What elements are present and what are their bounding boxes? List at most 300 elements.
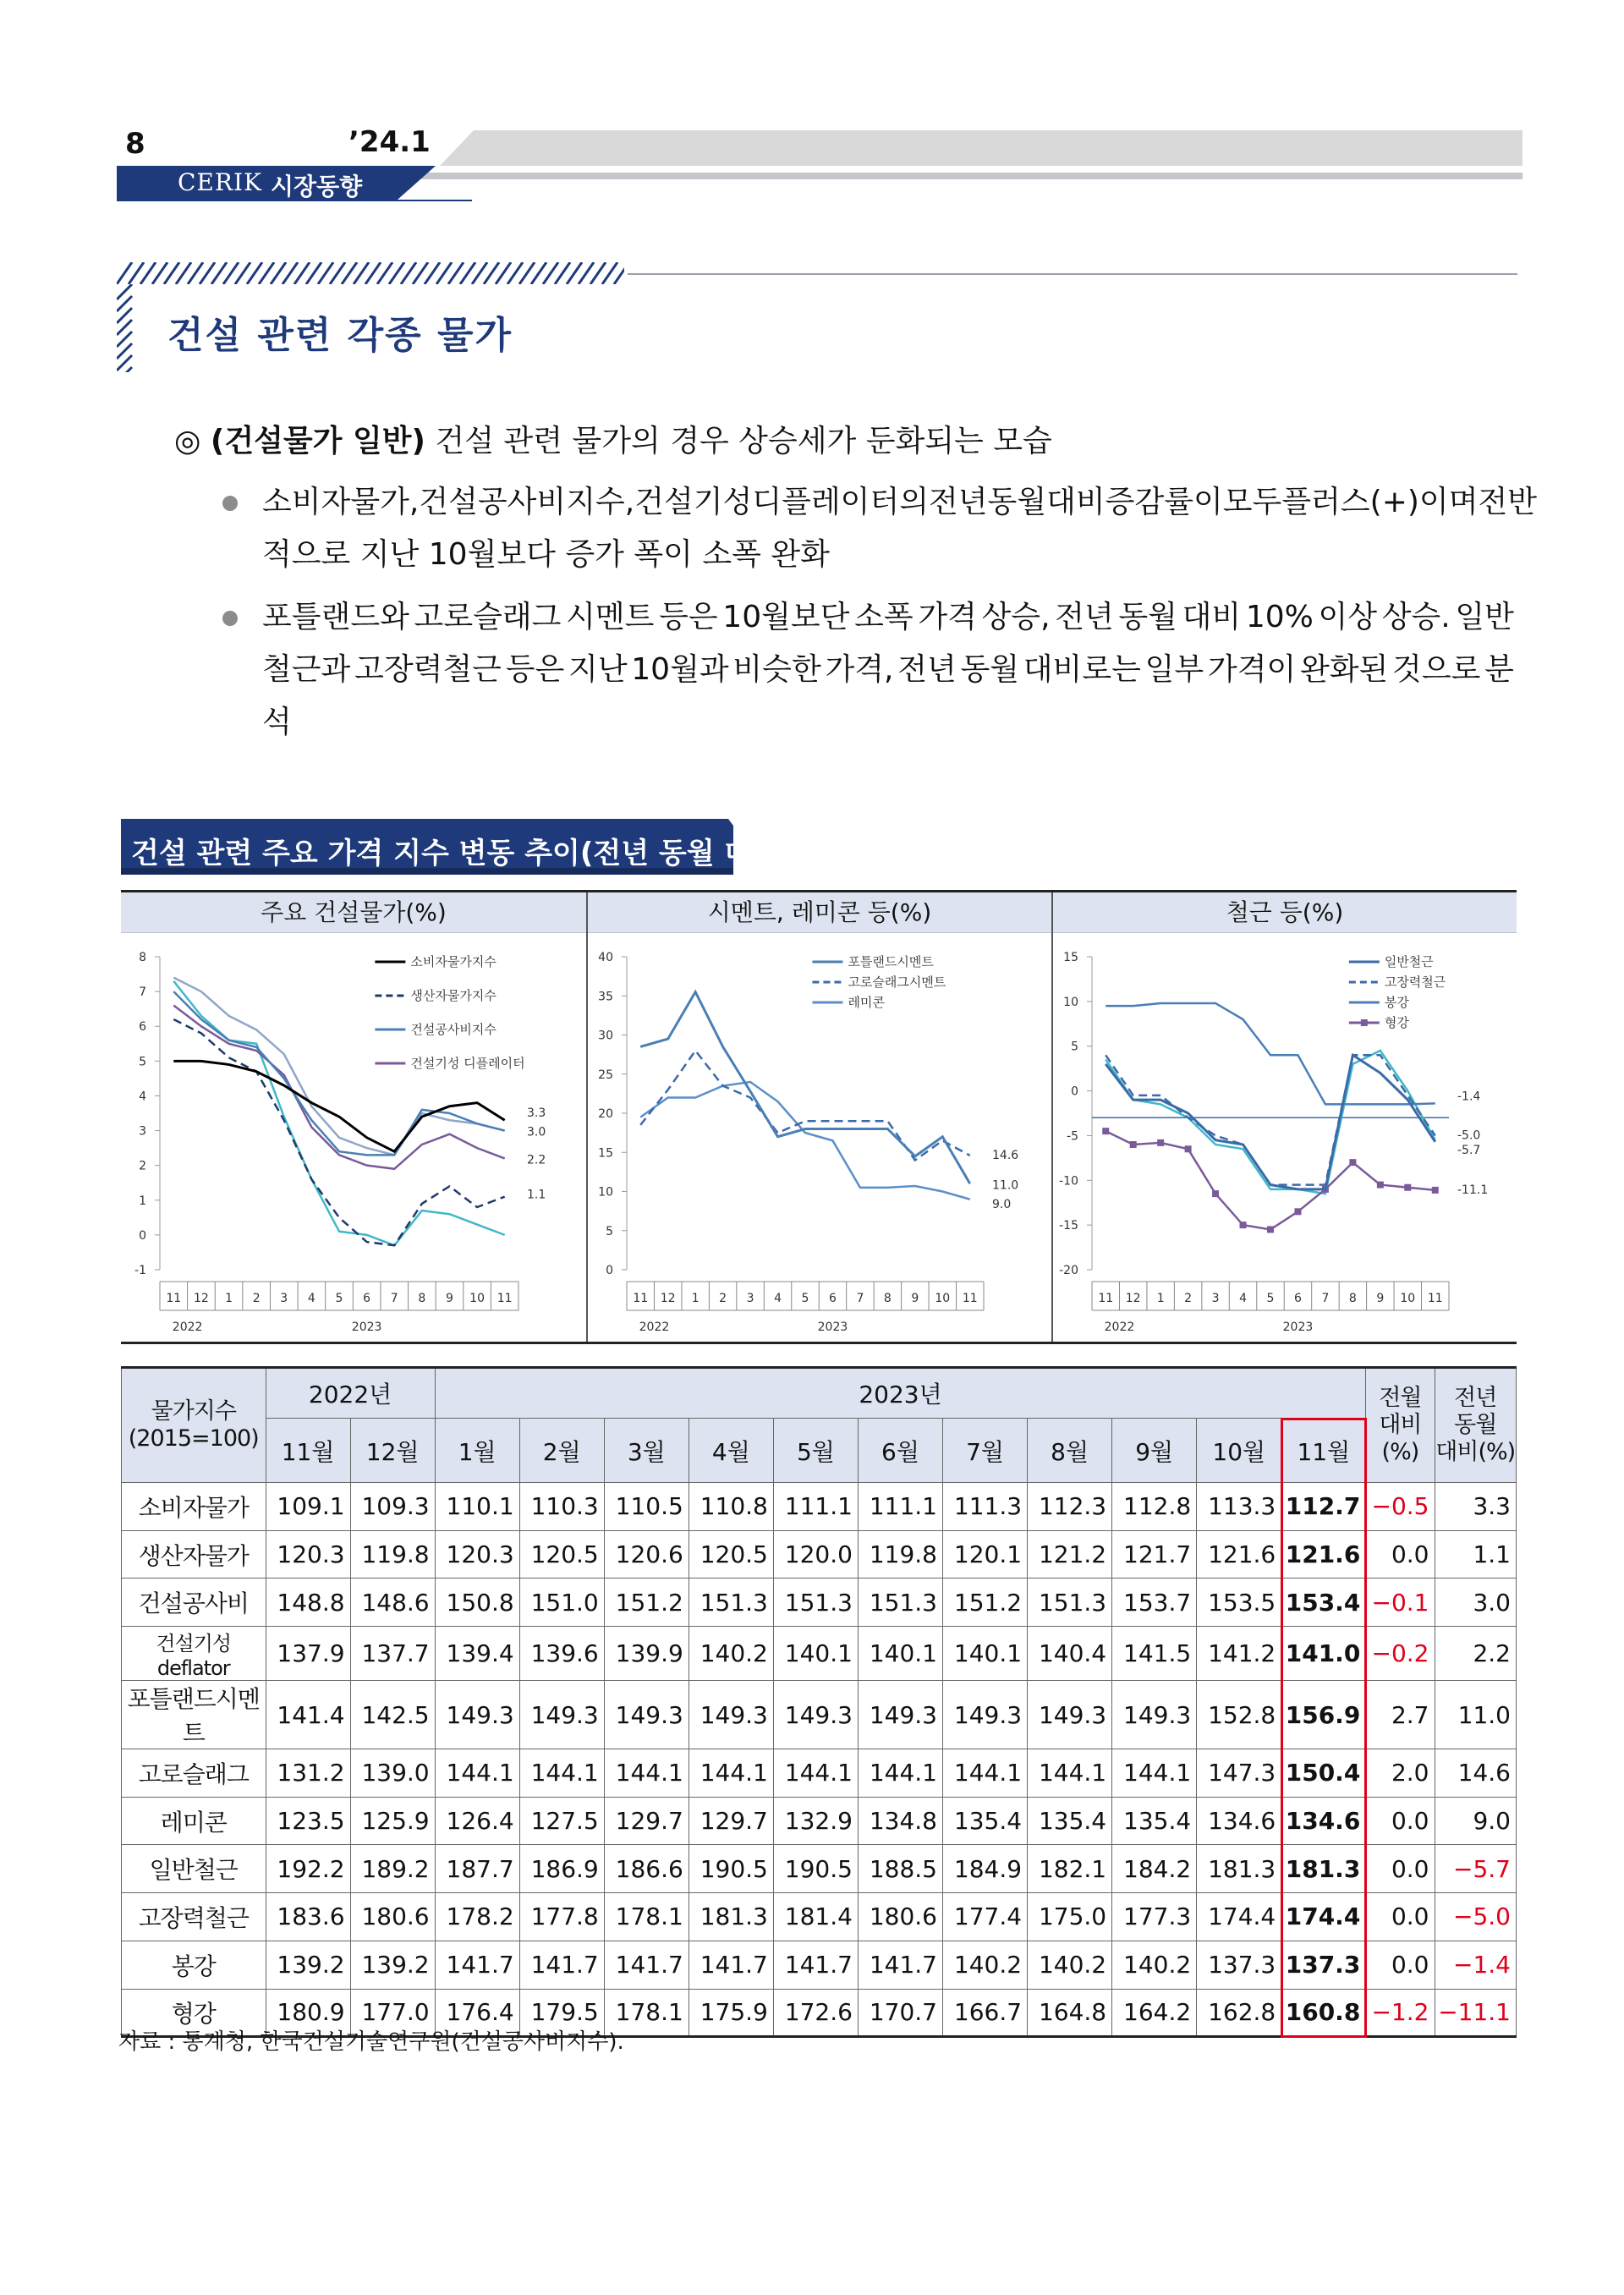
- row-label: 생산자물가: [122, 1530, 266, 1578]
- table-cell: 144.1: [1028, 1749, 1112, 1798]
- word: 가격이: [1207, 652, 1297, 687]
- month-header: 11월: [1281, 1419, 1366, 1483]
- chart-steel: [1053, 933, 1517, 1344]
- table-cell: 111.1: [773, 1483, 858, 1531]
- table-cell: 141.0: [1281, 1627, 1366, 1681]
- table-cell: 134.6: [1281, 1797, 1366, 1845]
- table-cell: 151.3: [1028, 1578, 1112, 1627]
- chart-cement: [588, 933, 1051, 1344]
- table-cell: 134.8: [858, 1797, 942, 1845]
- x-tick-label: 10: [469, 1292, 485, 1305]
- x-tick-label: 4: [774, 1292, 782, 1305]
- y-tick-label: 20: [598, 1107, 613, 1121]
- row-label: 고장력철근: [122, 1893, 266, 1941]
- yoy-cell: −5.7: [1435, 1845, 1517, 1893]
- table-cell: 181.3: [689, 1893, 773, 1941]
- yoy-cell: 3.0: [1435, 1578, 1517, 1627]
- table-row: [122, 1681, 1517, 1749]
- chart-svg: [588, 933, 1051, 1344]
- x-tick-label: 11: [166, 1292, 182, 1305]
- table-cell: 137.7: [350, 1627, 435, 1681]
- table-cell: 190.5: [689, 1845, 773, 1893]
- word: 전반: [1478, 485, 1538, 519]
- end-label: 1.1: [527, 1188, 546, 1202]
- mom-header-line2: 대비(%): [1379, 1412, 1422, 1465]
- table-cell: 137.3: [1197, 1941, 1281, 1989]
- table-cell: 111.1: [858, 1483, 942, 1531]
- table-cell: 183.6: [266, 1893, 350, 1941]
- y-tick-label: 5: [606, 1224, 613, 1238]
- year-header-2023: 2023년: [435, 1368, 1366, 1419]
- x-tick-label: 10: [1400, 1292, 1416, 1305]
- table-cell: 120.0: [773, 1530, 858, 1578]
- x-tick-label: 5: [1266, 1292, 1275, 1305]
- y-tick-label: 8: [139, 951, 146, 964]
- month-header: 7월: [943, 1419, 1028, 1483]
- y-tick-label: 2: [139, 1159, 146, 1173]
- series-line: [1106, 1051, 1435, 1194]
- x-tick-label: 3: [1211, 1292, 1220, 1305]
- end-label: 3.0: [527, 1125, 546, 1139]
- x-tick-label: 8: [1348, 1292, 1357, 1305]
- table-cell: 178.1: [604, 1893, 689, 1941]
- word: 포틀랜드와: [262, 600, 409, 634]
- mom-cell: 2.0: [1366, 1749, 1435, 1798]
- mom-cell: 2.7: [1366, 1681, 1435, 1749]
- table-cell: 135.4: [1112, 1797, 1197, 1845]
- word: 상승,: [981, 600, 1051, 634]
- section-hatch-decoration: [117, 262, 624, 284]
- word: 소폭: [854, 600, 914, 634]
- chart-construction-prices: [121, 933, 586, 1344]
- word: 증감률이: [1105, 485, 1223, 519]
- data-point: [1377, 1182, 1384, 1189]
- data-point: [1404, 1184, 1411, 1191]
- table-cell: 175.9: [689, 1989, 773, 2037]
- x-tick-label: 7: [390, 1292, 398, 1305]
- table-cell: 144.1: [1112, 1749, 1197, 1798]
- table-cell: 151.2: [943, 1578, 1028, 1627]
- yoy-header-line3: 대비(%): [1435, 1439, 1516, 1465]
- table-cell: 149.3: [519, 1681, 604, 1749]
- series-line: [173, 981, 504, 1245]
- yoy-cell: −1.4: [1435, 1941, 1517, 1989]
- x-tick-label: 5: [335, 1292, 343, 1305]
- table-row: [122, 1797, 1517, 1845]
- table-cell: 139.2: [350, 1941, 435, 1989]
- table-cell: 184.9: [943, 1845, 1028, 1893]
- table-cell: 144.1: [519, 1749, 604, 1798]
- legend-label: 건설기성 디플레이터: [410, 1056, 525, 1071]
- y-tick-label: 10: [1063, 995, 1078, 1009]
- corner-line2: (2015=100): [128, 1425, 259, 1452]
- legend-label: 고장력철근: [1384, 975, 1446, 990]
- chart-svg: [121, 933, 586, 1344]
- table-cell: 149.3: [773, 1681, 858, 1749]
- table-cell: 141.4: [266, 1681, 350, 1749]
- table-cell: 151.3: [773, 1578, 858, 1627]
- chart-svg: [1053, 933, 1517, 1344]
- y-tick-label: 40: [598, 951, 613, 964]
- series-line: [173, 991, 504, 1155]
- issue-label: ’24.1: [348, 125, 431, 159]
- table-cell: 180.6: [350, 1893, 435, 1941]
- x-tick-label: 2: [1184, 1292, 1193, 1305]
- chart-panel-title: 시멘트, 레미콘 등(%): [588, 892, 1051, 933]
- table-cell: 187.7: [435, 1845, 519, 1893]
- y-tick-label: 5: [139, 1055, 146, 1069]
- table-cell: 156.9: [1281, 1681, 1366, 1749]
- table-cell: 119.8: [858, 1530, 942, 1578]
- table-cell: 174.4: [1197, 1893, 1281, 1941]
- table-cell: 137.3: [1281, 1941, 1366, 1989]
- y-tick-label: 4: [139, 1090, 146, 1104]
- table-cell: 144.1: [943, 1749, 1028, 1798]
- series-line: [1106, 1055, 1435, 1189]
- mom-cell: −1.2: [1366, 1989, 1435, 2037]
- data-point: [1185, 1145, 1192, 1152]
- word: 상승.: [1381, 600, 1451, 634]
- x-tick-label: 1: [691, 1292, 700, 1305]
- bullet1-line1: [262, 484, 1538, 521]
- x-tick-label: 6: [363, 1292, 371, 1305]
- table-cell: 141.7: [689, 1941, 773, 1989]
- x-tick-label: 8: [418, 1292, 426, 1305]
- end-label: -1.4: [1457, 1090, 1481, 1104]
- month-header: 10월: [1197, 1419, 1281, 1483]
- table-cell: 110.3: [519, 1483, 604, 1531]
- table-cell: 129.7: [689, 1797, 773, 1845]
- chart-panel-title: 주요 건설물가(%): [121, 892, 586, 933]
- series-line: [640, 992, 970, 1184]
- table-cell: 139.6: [519, 1627, 604, 1681]
- mom-cell: 0.0: [1366, 1845, 1435, 1893]
- y-tick-label: 0: [139, 1228, 146, 1243]
- table-cell: 120.1: [943, 1530, 1028, 1578]
- legend-label: 봉강: [1384, 995, 1409, 1010]
- table-cell: 181.3: [1197, 1845, 1281, 1893]
- word: 등은: [505, 652, 565, 687]
- month-header: 4월: [689, 1419, 773, 1483]
- table-cell: 109.3: [350, 1483, 435, 1531]
- table-cell: 119.8: [350, 1530, 435, 1578]
- table-cell: 148.8: [266, 1578, 350, 1627]
- word: 10%: [1245, 600, 1314, 634]
- table-cell: 110.5: [604, 1483, 689, 1531]
- table-row: [122, 1941, 1517, 1989]
- mom-header-line1: 전월: [1379, 1385, 1422, 1411]
- word: 것으로: [1392, 652, 1481, 687]
- figure-charts: [121, 890, 1517, 1344]
- table-cell: 120.3: [435, 1530, 519, 1578]
- table-cell: 141.7: [858, 1941, 942, 1989]
- row-label: 포틀랜드시멘트: [122, 1681, 266, 1749]
- y-tick-label: 30: [598, 1029, 613, 1043]
- row-label: 건설기성 deflator: [122, 1627, 266, 1681]
- paragraph-lead: (건설물가 일반): [210, 424, 425, 458]
- end-label: 14.6: [992, 1148, 1019, 1162]
- yoy-cell: 1.1: [1435, 1530, 1517, 1578]
- table-cell: 148.6: [350, 1578, 435, 1627]
- table-cell: 112.7: [1281, 1483, 1366, 1531]
- word: 일부: [1144, 652, 1204, 687]
- table-cell: 140.1: [858, 1627, 942, 1681]
- mom-cell: 0.0: [1366, 1797, 1435, 1845]
- y-tick-label: 1: [139, 1194, 146, 1208]
- table-row: [122, 1749, 1517, 1798]
- paragraph-marker: ◎: [174, 424, 201, 458]
- data-point: [1130, 1141, 1137, 1148]
- bullet-dot: [222, 496, 238, 511]
- table-cell: 121.6: [1197, 1530, 1281, 1578]
- legend-label: 형강: [1384, 1015, 1409, 1030]
- mom-cell: −0.1: [1366, 1578, 1435, 1627]
- table-cell: 174.4: [1281, 1893, 1366, 1941]
- table-cell: 139.4: [435, 1627, 519, 1681]
- word: 대비로는: [1023, 652, 1141, 687]
- month-header: 8월: [1028, 1419, 1112, 1483]
- table-cell: 139.9: [604, 1627, 689, 1681]
- brand-logo: CERIK: [178, 168, 262, 196]
- data-point: [1212, 1190, 1219, 1197]
- year-label: 2022: [1104, 1320, 1135, 1334]
- table-cell: 151.3: [689, 1578, 773, 1627]
- word: 대비: [1046, 485, 1106, 519]
- table-cell: 181.3: [1281, 1845, 1366, 1893]
- table-cell: 151.2: [604, 1578, 689, 1627]
- x-tick-label: 3: [746, 1292, 754, 1305]
- series-line: [640, 1051, 970, 1161]
- table-cell: 181.4: [773, 1893, 858, 1941]
- x-tick-label: 11: [497, 1292, 513, 1305]
- x-tick-label: 8: [883, 1292, 892, 1305]
- table-cell: 141.7: [773, 1941, 858, 1989]
- chart-panel-construction-prices: [121, 892, 586, 1342]
- legend-marker: [1361, 1019, 1368, 1026]
- word: 비슷한: [732, 652, 821, 687]
- table-cell: 150.8: [435, 1578, 519, 1627]
- month-header: 11월: [266, 1419, 350, 1483]
- table-cell: 178.1: [604, 1989, 689, 2037]
- end-label: 2.2: [527, 1153, 546, 1167]
- legend-label: 일반철근: [1384, 954, 1434, 969]
- y-tick-label: 10: [598, 1185, 613, 1200]
- table-cell: 149.3: [943, 1681, 1028, 1749]
- word: 분: [1484, 652, 1514, 687]
- x-tick-label: 9: [1376, 1292, 1385, 1305]
- word: 완화된: [1299, 652, 1389, 687]
- table-row: [122, 1483, 1517, 1531]
- yoy-cell: −5.0: [1435, 1893, 1517, 1941]
- paragraph-rest: 건설 관련 물가의 경우 상승세가 둔화되는 모습: [425, 424, 1052, 458]
- word: 건설공사비지수,: [419, 485, 635, 519]
- y-tick-label: -1: [134, 1264, 146, 1277]
- y-tick-label: 15: [598, 1146, 613, 1161]
- row-label: 형강: [122, 1989, 266, 2037]
- table-cell: 123.5: [266, 1797, 350, 1845]
- table-cell: 140.2: [1112, 1941, 1197, 1989]
- table-cell: 140.2: [1028, 1941, 1112, 1989]
- word: 동월: [987, 485, 1047, 519]
- table-cell: 147.3: [1197, 1749, 1281, 1798]
- table-cell: 140.2: [689, 1627, 773, 1681]
- year-label: 2022: [639, 1320, 670, 1334]
- x-tick-label: 7: [1321, 1292, 1330, 1305]
- table-cell: 120.3: [266, 1530, 350, 1578]
- word: 고장력철근: [354, 652, 502, 687]
- table-cell: 149.3: [1028, 1681, 1112, 1749]
- data-point: [1267, 1226, 1274, 1233]
- corner-line1: 물가지수: [151, 1398, 236, 1425]
- x-tick-label: 7: [856, 1292, 864, 1305]
- series-line: [1106, 1131, 1435, 1229]
- table-cell: 151.0: [519, 1578, 604, 1627]
- table-cell: 144.1: [773, 1749, 858, 1798]
- x-tick-label: 6: [1294, 1292, 1302, 1305]
- y-tick-label: -15: [1059, 1219, 1078, 1233]
- month-header: 3월: [604, 1419, 689, 1483]
- table-cell: 135.4: [1028, 1797, 1112, 1845]
- table-cell: 141.7: [519, 1941, 604, 1989]
- word: 일반: [1455, 600, 1514, 634]
- table-cell: 189.2: [350, 1845, 435, 1893]
- y-tick-label: 6: [139, 1020, 146, 1035]
- legend-label: 생산자물가지수: [410, 988, 497, 1003]
- yoy-cell: −11.1: [1435, 1989, 1517, 2037]
- chart-panel-steel: [1053, 892, 1517, 1342]
- month-header: 12월: [350, 1419, 435, 1483]
- table-cell: 120.6: [604, 1530, 689, 1578]
- bullet2-line3: 석: [262, 705, 292, 739]
- x-tick-label: 9: [911, 1292, 919, 1305]
- table-row: [122, 1578, 1517, 1627]
- mom-cell: −0.5: [1366, 1483, 1435, 1531]
- table-cell: 149.3: [604, 1681, 689, 1749]
- word: 10월보단: [722, 600, 850, 634]
- data-point: [1240, 1222, 1247, 1228]
- year-header-2022: 2022년: [266, 1368, 435, 1419]
- end-label: 3.3: [527, 1106, 546, 1121]
- table-cell: 134.6: [1197, 1797, 1281, 1845]
- table-cell: 149.3: [689, 1681, 773, 1749]
- table-cell: 160.8: [1281, 1989, 1366, 2037]
- table-row: [122, 1627, 1517, 1681]
- table-cell: 152.8: [1197, 1681, 1281, 1749]
- y-tick-label: 0: [1071, 1084, 1078, 1099]
- x-tick-label: 10: [935, 1292, 951, 1305]
- table-cell: 153.4: [1281, 1578, 1366, 1627]
- x-tick-label: 11: [1427, 1292, 1443, 1305]
- word: 10월과: [631, 652, 729, 687]
- table-cell: 135.4: [943, 1797, 1028, 1845]
- x-tick-label: 6: [829, 1292, 837, 1305]
- chart-panel-title: 철근 등(%): [1053, 892, 1517, 933]
- year-label: 2023: [351, 1320, 382, 1334]
- word: 플러스(+)이며: [1281, 485, 1479, 519]
- table-cell: 166.7: [943, 1989, 1028, 2037]
- row-label: 레미콘: [122, 1797, 266, 1845]
- year-label: 2022: [172, 1320, 203, 1334]
- mom-cell: 0.0: [1366, 1941, 1435, 1989]
- table-cell: 144.1: [689, 1749, 773, 1798]
- legend-label: 레미콘: [848, 995, 885, 1010]
- word: 고로슬래그: [414, 600, 562, 634]
- table-cell: 177.8: [519, 1893, 604, 1941]
- table-cell: 141.2: [1197, 1627, 1281, 1681]
- y-tick-label: -5: [1067, 1129, 1078, 1144]
- word: 시멘트: [566, 600, 655, 634]
- end-label: -5.7: [1457, 1143, 1481, 1157]
- x-tick-label: 12: [1125, 1292, 1141, 1305]
- table-cell: 178.2: [435, 1893, 519, 1941]
- word: 가격: [918, 600, 977, 634]
- table-row: [122, 1893, 1517, 1941]
- x-tick-label: 12: [194, 1292, 209, 1305]
- word: 이상: [1318, 600, 1378, 634]
- table-cell: 179.5: [519, 1989, 604, 2037]
- row-label: 고로슬래그: [122, 1749, 266, 1798]
- yoy-cell: 9.0: [1435, 1797, 1517, 1845]
- x-tick-label: 1: [225, 1292, 233, 1305]
- table-cell: 137.9: [266, 1627, 350, 1681]
- table-cell: 139.2: [266, 1941, 350, 1989]
- legend-label: 포틀랜드시멘트: [848, 954, 934, 969]
- figure-caption: 건설 관련 주요 가격 지수 변동 추이(전년 동월 대비): [131, 837, 793, 870]
- table-cell: 141.5: [1112, 1627, 1197, 1681]
- word: 전년: [897, 652, 957, 687]
- table-cell: 121.6: [1281, 1530, 1366, 1578]
- yoy-header-line1: 전년: [1454, 1385, 1497, 1411]
- data-point: [1432, 1187, 1439, 1194]
- page-number: 8: [125, 127, 145, 161]
- section-rule: [628, 273, 1517, 275]
- bullet2-line1: [262, 599, 1514, 636]
- x-tick-label: 9: [446, 1292, 453, 1305]
- row-label: 건설공사비: [122, 1578, 266, 1627]
- table-cell: 126.4: [435, 1797, 519, 1845]
- word: 가격,: [825, 652, 894, 687]
- row-label: 봉강: [122, 1941, 266, 1989]
- end-label: -5.0: [1457, 1128, 1481, 1143]
- table-cell: 142.5: [350, 1681, 435, 1749]
- table-cell: 192.2: [266, 1845, 350, 1893]
- x-tick-label: 5: [801, 1292, 809, 1305]
- year-label: 2023: [817, 1320, 848, 1334]
- paragraph-summary: [174, 423, 1052, 460]
- mom-cell: 0.0: [1366, 1530, 1435, 1578]
- table-cell: 131.2: [266, 1749, 350, 1798]
- table-cell: 177.4: [943, 1893, 1028, 1941]
- section-title: 건설 관련 각종 물가: [167, 314, 513, 357]
- month-header: 5월: [773, 1419, 858, 1483]
- y-tick-label: -20: [1059, 1264, 1078, 1277]
- table-cell: 172.6: [773, 1989, 858, 2037]
- table-cell: 149.3: [435, 1681, 519, 1749]
- series-line: [1106, 1055, 1435, 1184]
- word: 디플레이터의: [752, 485, 929, 519]
- x-tick-label: 2: [252, 1292, 261, 1305]
- y-tick-label: 0: [606, 1264, 613, 1277]
- yoy-cell: 2.2: [1435, 1627, 1517, 1681]
- data-point: [1294, 1208, 1301, 1215]
- month-header: 2월: [519, 1419, 604, 1483]
- y-tick-label: 3: [139, 1124, 146, 1139]
- row-label: 일반철근: [122, 1845, 266, 1893]
- word: 소비자물가,: [262, 485, 420, 519]
- word: 건설기성: [634, 485, 753, 519]
- data-point: [1157, 1139, 1164, 1146]
- table-cell: 121.2: [1028, 1530, 1112, 1578]
